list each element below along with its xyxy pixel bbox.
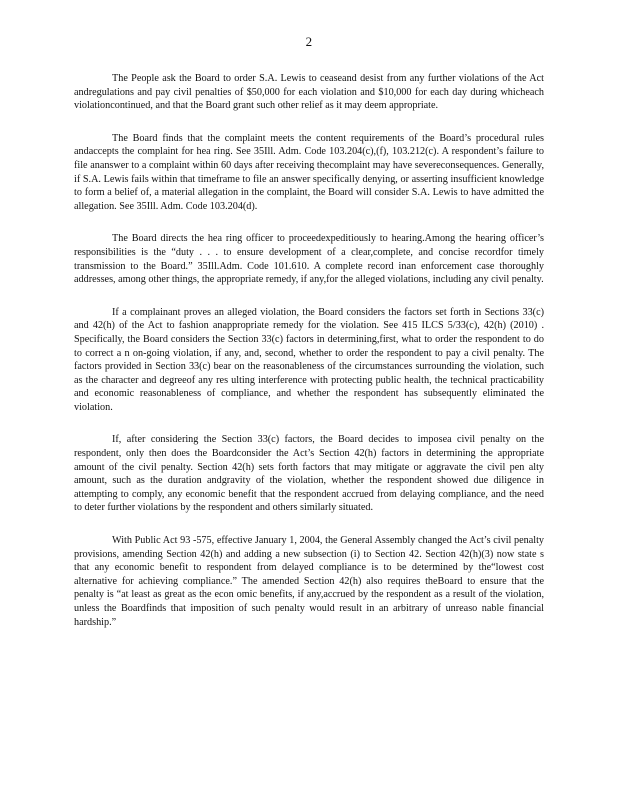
paragraph-public-act: With Public Act 93 -575, effective January 1, 2004, the General Assembly changed the Act’s civil penalty provisions, amending Section 42(h) and adding a new subsection (i) to Section 42. Section 42(h)(3) now state s that any economic benefit to respondent from delayed compliance is to be determined by the“lowest cost alternative for achieving compliance.” The amended Section 42(h) also requires theBoard to ensure that the penalty is “at least as great as the econ omic benefits, if any,accrued by the respondent as a result of the violation, unless the Boardfinds that imposition of such penalty would result in an arbitrary of unreaso nable financial hardship.” bbox=[74, 535, 544, 628]
paragraph-remedy-factors: If a complainant proves an alleged violation, the Board considers the factors set forth in Sections 33(c) and 42(h) of the Act to fashion anappropriate remedy for the violation. See 415 ILCS 5/33(c), 42(h) (2010) . Specifically, the Board considers the Section 33(c) factors in determining,first, what to order the respondent to do to correct a n on-going violation, if any, and, second, whether to order the respondent to pay a civil penalty. The factors provided in Section 33(c) bear on the reasonableness of the circumstances surrounding the violation, such as the character and degreeof any res ulting interference with protecting public health, the technical practicability and economic reasonableness of compliance, and whether the respondent has subsequently eliminated the violation. bbox=[74, 306, 544, 413]
document-body bbox=[74, 72, 544, 648]
paragraph-hearing-officer: The Board directs the hea ring officer to proceedexpeditiously to hearing.Among the hearing officer’s responsibilities is the “duty . . . to ensure development of a clear,complete, and concise recordfor timely transmission to the Board.” 35Ill.Adm. Code 101.610. A complete record inan enforcement case thoroughly addresses, among other things, the appropriate remedy, if any,for the alleged violations, including any civil penalty. bbox=[74, 233, 544, 286]
paragraph-complaint-acceptance: The Board finds that the complaint meets the content requirements of the Board’s procedural rules andaccepts the complaint for hea ring. See 35Ill. Adm. Code 103.204(c),(f), 103.212(c). A respondent’s failure to file ananswer to a complaint within 60 days after receiving thecomplaint may have severeconsequences. Generally, if S.A. Lewis fails within that timeframe to file an answer specifically denying, or asserting insufficient knowledge to form a belief of, a material allegation in the complaint, the Board will consider S.A. Lewis to have admitted the allegation. See 35Ill. Adm. Code 103.204(d). bbox=[74, 132, 544, 212]
page-number: 2 bbox=[305, 34, 313, 49]
paragraph-civil-penalty-factors: If, after considering the Section 33(c) factors, the Board decides to imposea civil penalty on the respondent, only then does the Boardconsider the Act’s Section 42(h) factors in determining the appropriate amount of the civil penalty. Section 42(h) sets forth factors that may mitigate or aggravate the civil pen alty amount, such as the duration andgravity of the violation, whether the respondent showed due diligence in attempting to comply, any economic benefit that the respondent accrued from delaying compliance, and the need to deter further violations by the respondent and others similarly situated. bbox=[74, 434, 544, 514]
paragraph-relief-request: The People ask the Board to order S.A. Lewis to ceaseand desist from any further violations of the Act andregulations and pay civil penalties of $50,000 for each violation and $10,000 for each day during whicheach violationcontinued, and that the Board grant such other relief as it may deem appropriate. bbox=[74, 73, 544, 112]
